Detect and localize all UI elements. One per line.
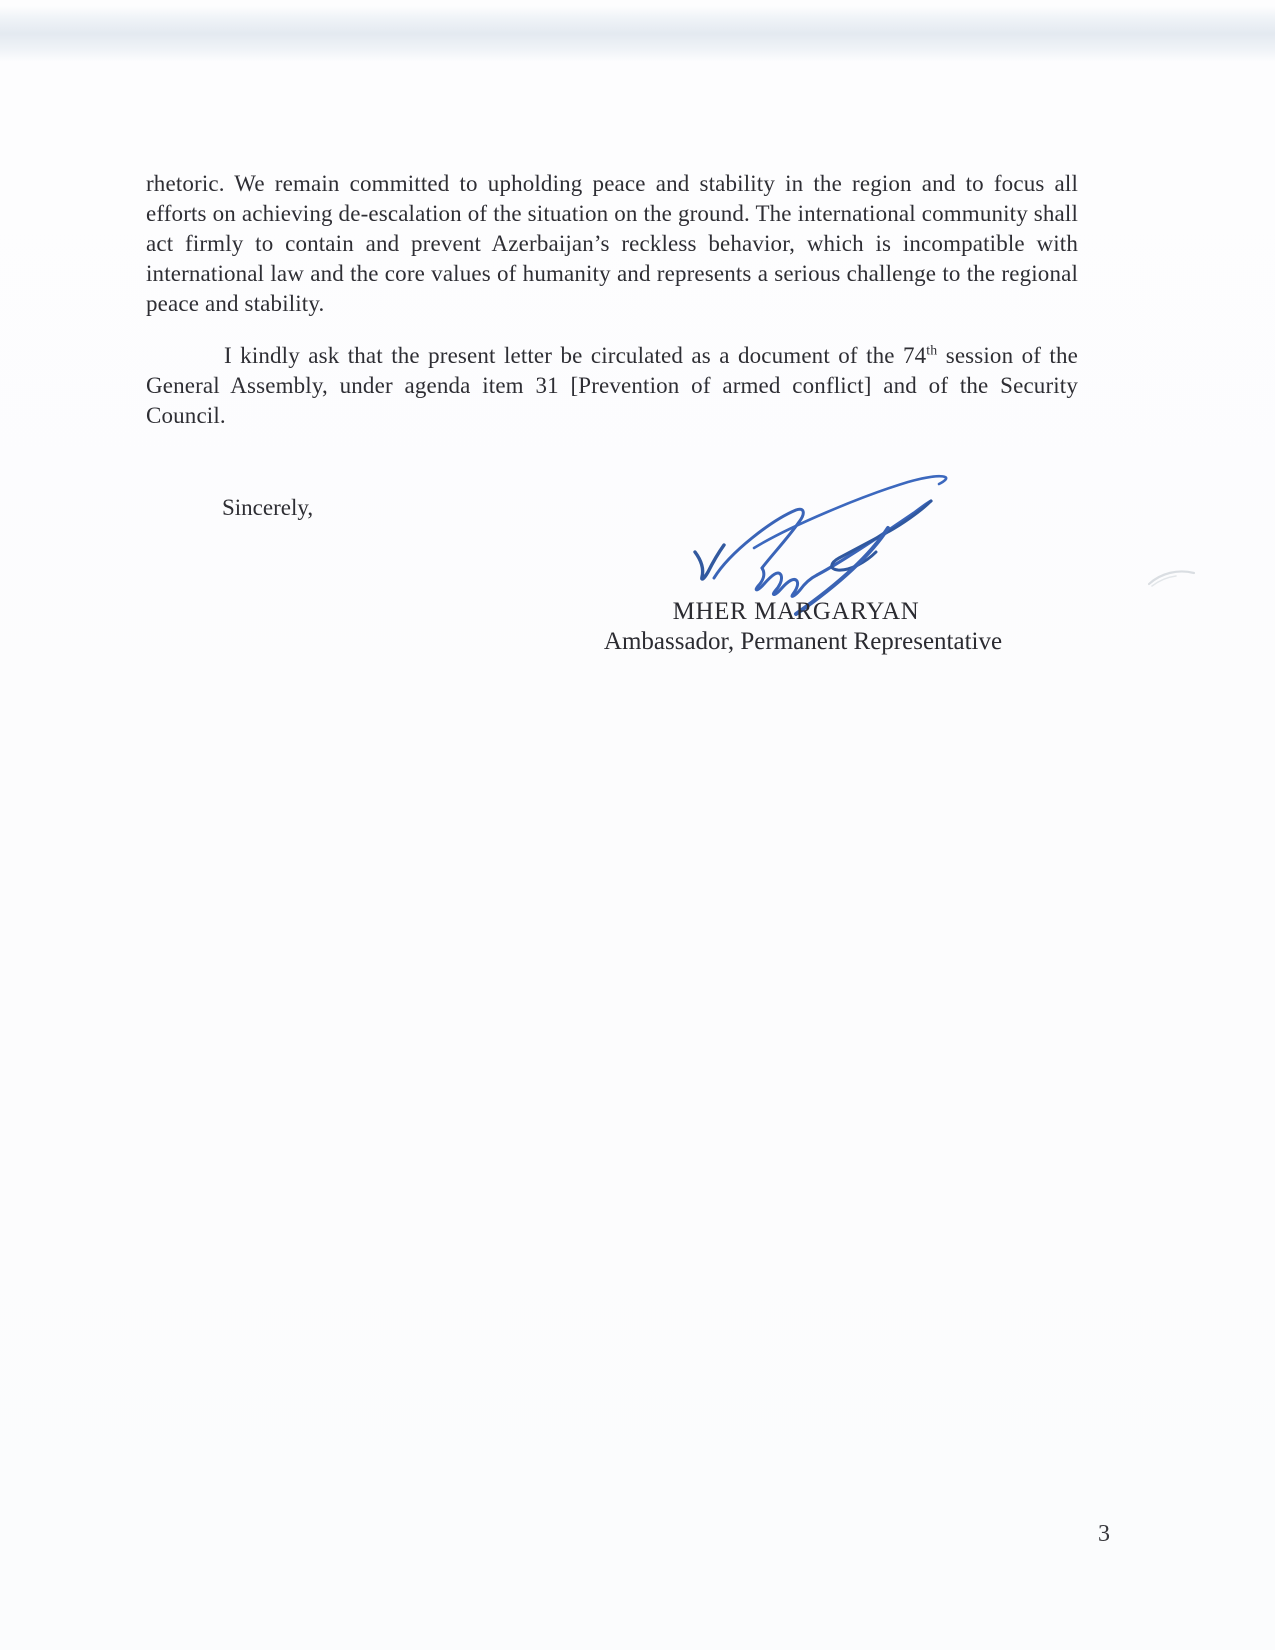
scan-artifact-band [0,6,1275,62]
paragraph-request [146,341,1078,431]
signatory-name: MHER MARGARYAN [672,598,920,625]
closing-salutation: Sincerely, [222,495,314,520]
page-number: 3 [1098,1521,1110,1547]
ordinal-superscript: th [926,342,938,358]
scan-smudge-mark [1146,564,1198,590]
paragraph-request-pre: I kindly ask that the present letter be circulated as a document of the 74 [224,343,927,368]
signatory-title: Ambassador, Permanent Representative [603,628,1003,655]
paragraph-request-post: session of the General Assembly, under agenda item 31 [Prevention of armed conflict] and of the Security Council. [146,343,1078,428]
paragraph-continuation: rhetoric. We remain committed to upholding peace and stability in the region and to focus all efforts on achieving de-escalation of the situation on the ground. The international community shall act firmly to contain and prevent Azerbaijan’s reckless behavior, which is incompatible with international law and the core values of humanity and represents a serious challenge to the regional peace and stability. [146,171,1078,316]
